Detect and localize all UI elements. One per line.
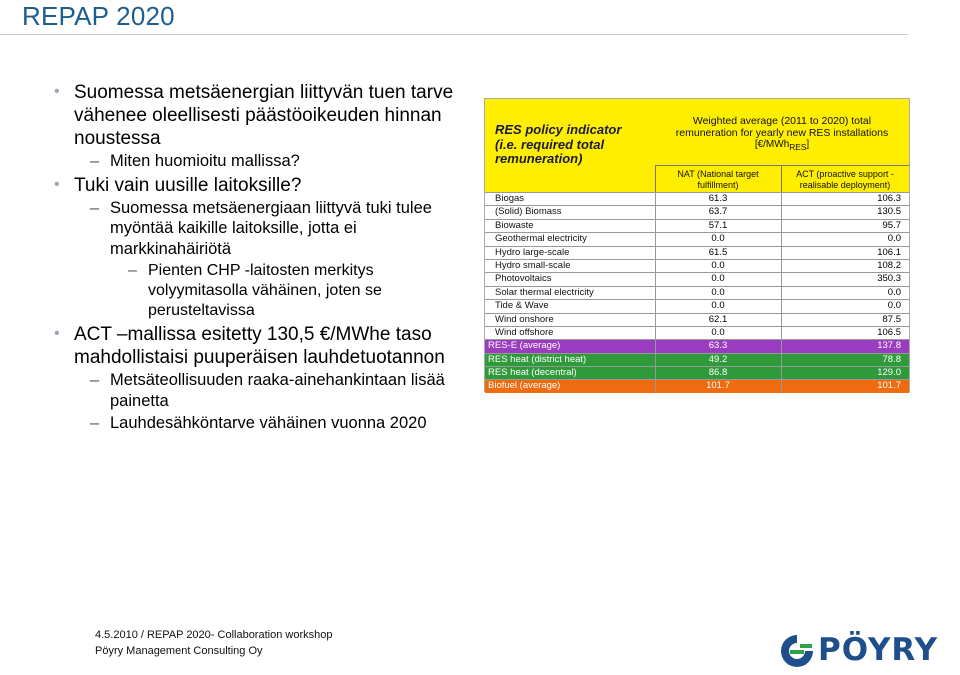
act-value: 87.5 — [882, 313, 901, 325]
title-divider — [0, 34, 908, 35]
dash-icon: – — [90, 371, 100, 389]
act-value: 78.8 — [882, 353, 901, 365]
nat-value: 61.3 — [708, 193, 728, 204]
table-row — [485, 259, 909, 272]
act-value: 106.5 — [877, 326, 901, 338]
heading-line: RES policy indicator — [495, 122, 622, 137]
bullet-dot-icon: • — [54, 83, 60, 100]
res-remuneration-table — [484, 98, 910, 392]
nat-value: 62.1 — [708, 313, 728, 325]
table-row — [485, 272, 909, 285]
dash-icon: – — [90, 152, 100, 170]
heading-line: remuneration) — [495, 151, 583, 166]
nat-value: 0.0 — [711, 259, 725, 271]
bullet-level1 — [52, 174, 472, 197]
cell-divider — [781, 327, 782, 339]
heading-line: fulfillment) — [697, 179, 739, 190]
row-label: Wind onshore — [495, 313, 554, 325]
cell-divider — [781, 300, 782, 312]
bullet-text: Suomessa metsäenergian liittyvän tuen tarve vähenee oleellisesti päästöoikeuden hinnan noustessa — [74, 82, 454, 149]
cell-divider — [781, 314, 782, 326]
heading-line: remuneration for yearly new RES installations — [675, 127, 889, 139]
act-value: 129.0 — [877, 367, 901, 379]
row-label: Tide & Wave — [495, 300, 549, 312]
cell-divider — [781, 220, 782, 232]
cell-divider — [781, 273, 782, 285]
cell-divider — [781, 367, 782, 379]
table-row — [485, 339, 909, 352]
nat-value: 49.2 — [708, 353, 728, 365]
row-label: RES heat (district heat) — [488, 353, 587, 365]
heading-line: Weighted average (2011 to 2020) total — [692, 115, 872, 127]
row-label: Hydro small-scale — [495, 259, 571, 271]
row-label: Wind offshore — [495, 326, 554, 338]
slide-title: REPAP 2020 — [22, 1, 175, 31]
cell-divider — [781, 380, 782, 392]
dash-icon: – — [90, 414, 100, 432]
unit-subscript: RES — [789, 142, 807, 152]
table-row — [485, 205, 909, 218]
cell-divider — [781, 340, 782, 352]
heading-line: ACT (proactive support - — [796, 169, 894, 179]
nat-value: 57.1 — [708, 219, 728, 231]
table-row — [485, 219, 909, 232]
act-value: 0.0 — [887, 300, 901, 312]
heading-line: realisable deployment) — [799, 179, 891, 190]
dash-icon: – — [90, 198, 100, 217]
nat-value: 0.0 — [711, 273, 725, 285]
bullet-level2 — [52, 413, 472, 434]
table-row — [485, 326, 909, 339]
table-row — [485, 353, 909, 366]
poyry-logo — [778, 630, 950, 672]
column-header-nat — [655, 169, 781, 190]
footer-date: 4.5.2010 / REPAP 2020- Collaboration workshop — [95, 629, 333, 641]
heading-line: NAT (National target — [677, 169, 759, 179]
act-value: 0.0 — [887, 233, 901, 245]
unit-line — [655, 139, 909, 153]
nat-value: 0.0 — [711, 286, 725, 298]
cell-divider — [781, 287, 782, 299]
act-value: 106.1 — [877, 246, 901, 258]
act-value: 95.7 — [882, 219, 901, 231]
act-value: 108.2 — [877, 259, 901, 271]
cell-divider — [781, 260, 782, 272]
bullet-level3 — [52, 261, 472, 321]
row-label: RES-E (average) — [488, 340, 561, 352]
bullet-text: Suomessa metsäenergiaan liittyvä tuki tulee myöntää kaikille laitoksille, jotta ei markkinahäiriötä — [110, 198, 432, 258]
cell-divider — [781, 247, 782, 259]
bullet-text: Miten huomioitu mallissa? — [110, 152, 300, 170]
row-label: Solar thermal electricity — [495, 286, 594, 298]
act-value: 101.7 — [877, 380, 901, 392]
bullet-level1 — [52, 81, 472, 150]
header-divider — [655, 165, 909, 166]
weighted-average-heading — [655, 115, 909, 153]
cell-divider — [781, 354, 782, 366]
table-body — [485, 192, 909, 393]
res-indicator-heading — [495, 123, 655, 167]
cell-divider — [781, 193, 782, 205]
unit-close: ] — [806, 139, 810, 150]
footer-company: Pöyry Management Consulting Oy — [95, 645, 263, 657]
row-label: Photovoltaics — [495, 273, 552, 285]
logo-text: PÖYRY — [818, 632, 939, 668]
row-label: Geothermal electricity — [495, 233, 587, 245]
column-header-act — [781, 169, 909, 190]
table-row — [485, 192, 909, 205]
act-value: 106.3 — [877, 193, 901, 204]
nat-value: 63.7 — [708, 206, 728, 218]
table-row — [485, 232, 909, 245]
row-label: Hydro large-scale — [495, 246, 570, 258]
bullet-level1 — [52, 323, 472, 369]
unit-text: [€/MWh — [754, 139, 790, 150]
bullet-list — [52, 81, 472, 436]
dash-icon: – — [128, 262, 137, 279]
act-value: 137.8 — [877, 340, 901, 352]
bullet-level2 — [52, 370, 472, 411]
table-row — [485, 366, 909, 379]
row-label: RES heat (decentral) — [488, 367, 577, 379]
table-row — [485, 286, 909, 299]
nat-value: 0.0 — [711, 233, 725, 245]
heading-line: (i.e. required total — [495, 136, 605, 152]
table-row — [485, 313, 909, 326]
row-label: (Solid) Biomass — [495, 206, 562, 218]
cell-divider — [781, 233, 782, 245]
bullet-dot-icon: • — [54, 325, 60, 342]
table-row — [485, 379, 909, 392]
bullet-level2 — [52, 198, 472, 260]
bullet-text: Pienten CHP -laitosten merkitys volyymitasolla vähäinen, joten se perusteltavissa — [148, 262, 382, 319]
bullet-level2 — [52, 151, 472, 172]
logo-mark-icon — [778, 632, 816, 670]
table-row — [485, 246, 909, 259]
act-value: 350.3 — [877, 273, 901, 285]
bullet-text: Lauhdesähköntarve vähäinen vuonna 2020 — [110, 414, 427, 432]
act-value: 130.5 — [877, 206, 901, 218]
act-value: 0.0 — [887, 286, 901, 298]
bullet-dot-icon: • — [54, 175, 60, 193]
table-row — [485, 299, 909, 312]
row-label: Biofuel (average) — [488, 380, 561, 392]
nat-value: 61.5 — [708, 246, 728, 258]
nat-value: 0.0 — [711, 300, 725, 312]
nat-value: 0.0 — [711, 326, 725, 338]
bullet-text: ACT –mallissa esitetty 130,5 €/MWhe taso mahdollistaisi puuperäisen lauhdetuotannon — [74, 324, 445, 368]
nat-value: 63.3 — [708, 340, 728, 352]
bullet-text: Metsäteollisuuden raaka-ainehankintaan lisää painetta — [110, 371, 445, 410]
bullet-text: Tuki vain uusille laitoksille? — [74, 174, 302, 196]
nat-value: 86.8 — [708, 367, 728, 379]
row-label: Biowaste — [495, 219, 534, 231]
nat-value: 101.7 — [706, 380, 730, 392]
cell-divider — [781, 206, 782, 218]
row-label: Biogas — [495, 193, 525, 204]
